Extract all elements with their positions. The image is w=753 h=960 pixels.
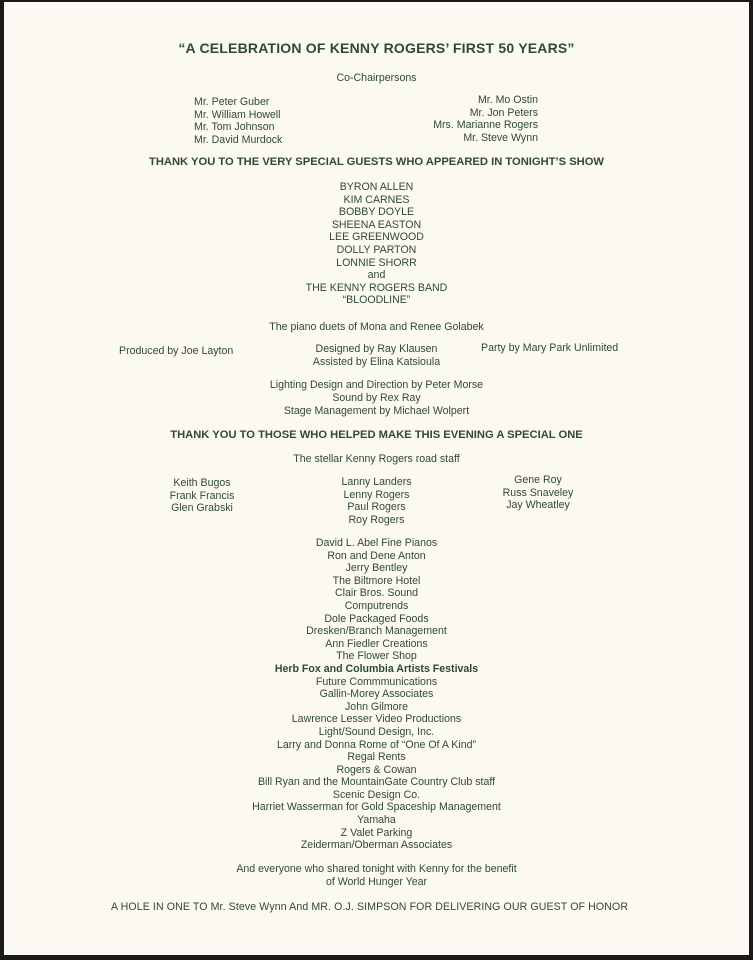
assistant-credit: Assisted by Elina Katsioula	[312, 356, 441, 368]
page-title: “A CELEBRATION OF KENNY ROGERS’ FIRST 50 YEARS”	[178, 40, 575, 56]
guest-name: SHEENA EASTON	[331, 218, 422, 231]
staff-name: Paul Rogers	[347, 501, 406, 514]
guest-name: THE KENNY ROGERS BAND	[305, 281, 448, 294]
cochair-name: Mr. David Murdock	[194, 133, 283, 146]
guest-name: “BLOODLINE”	[342, 294, 411, 307]
road-staff-label: The stellar Kenny Rogers road staff	[293, 453, 460, 465]
sponsor-name: The Biltmore Hotel	[332, 574, 421, 587]
sponsor-name: Yamaha	[357, 814, 396, 827]
guest-name: DOLLY PARTON	[336, 243, 417, 256]
staff-center-list	[4, 476, 749, 526]
sponsors-list	[4, 537, 749, 852]
staff-name: Roy Rogers	[348, 513, 405, 526]
staff-name: Keith Bugos	[173, 477, 231, 489]
program-page	[4, 2, 749, 955]
footer-dedication: A HOLE IN ONE TO Mr. Steve Wynn And MR. O.J. SIMPSON FOR DELIVERING OUR GUEST OF HONOR	[111, 901, 629, 913]
staff-name: Russ Snaveley	[502, 486, 574, 499]
helpers-heading: THANK YOU TO THOSE WHO HELPED MAKE THIS EVENING A SPECIAL ONE	[170, 429, 583, 441]
sponsor-name: Lawrence Lesser Video Productions	[291, 713, 462, 726]
piano-duets-credit: The piano duets of Mona and Renee Golabek	[269, 321, 484, 333]
staff-right-list	[498, 474, 578, 512]
sponsor-name: Z Valet Parking	[340, 826, 413, 839]
sponsor-name: John Gilmore	[345, 700, 408, 713]
guest-name: LONNIE SHORR	[336, 256, 417, 269]
staff-name: Glen Grabski	[171, 502, 233, 515]
staff-name: Lenny Rogers	[343, 488, 410, 501]
closing-line: of World Hunger Year	[325, 875, 428, 888]
staff-name: Gene Roy	[514, 474, 562, 486]
cochair-name: Mr. Jon Peters	[469, 106, 538, 119]
sponsor-name: Jerry Bentley	[345, 562, 408, 575]
sponsor-name: Gallin-Morey Associates	[319, 688, 434, 701]
staff-name: Jay Wheatley	[506, 499, 570, 512]
sponsor-name: Rogers & Cowan	[336, 763, 417, 776]
sponsor-name: Ann Fiedler Creations	[325, 637, 428, 650]
guest-name: and	[367, 269, 386, 282]
staff-name: Lanny Landers	[341, 476, 412, 488]
sponsor-name: Light/Sound Design, Inc.	[318, 725, 435, 738]
cochair-name: Mr. Mo Ostin	[477, 94, 538, 106]
guest-name: LEE GREENWOOD	[329, 231, 424, 244]
sponsor-name: Clair Bros. Sound	[334, 587, 419, 600]
sponsor-name: Dole Packaged Foods	[324, 612, 429, 625]
cochair-name: Mr. Tom Johnson	[194, 121, 275, 134]
party-credit: Party by Mary Park Unlimited	[481, 342, 619, 354]
producer-credit: Produced by Joe Layton	[119, 345, 234, 357]
guest-name: BYRON ALLEN	[339, 181, 414, 193]
sponsor-name: Computrends	[344, 599, 409, 612]
guests-heading: THANK YOU TO THE VERY SPECIAL GUESTS WHO APPEARED IN TONIGHT’S SHOW	[148, 156, 604, 168]
designer-credit: Designed by Ray Klausen	[315, 343, 438, 355]
sponsor-name: The Flower Shop	[336, 650, 417, 663]
lighting-credit: Lighting Design and Direction by Peter Morse	[269, 379, 484, 391]
cochair-name: Mr. Steve Wynn	[463, 131, 538, 144]
staff-name: Frank Francis	[169, 489, 235, 502]
closing-line: And everyone who shared tonight with Kenny for the benefit	[236, 863, 517, 875]
cochairs-label: Co-Chairpersons	[336, 72, 417, 84]
sponsor-name: Ron and Dene Anton	[327, 549, 426, 562]
sponsor-name: Harriet Wasserman for Gold Spaceship Management	[252, 801, 501, 814]
cochair-name: Mr. William Howell	[194, 108, 281, 121]
guests-list	[4, 181, 749, 307]
closing-note	[4, 863, 749, 888]
sponsor-name: Dresken/Branch Management	[306, 625, 447, 638]
sponsor-name: Scenic Design Co.	[332, 788, 421, 801]
guest-name: KIM CARNES	[343, 193, 410, 206]
sponsor-name: Zeiderman/Oberman Associates	[300, 839, 453, 852]
cochairs-right-list	[433, 94, 538, 144]
sponsor-name: Larry and Donna Rome of “One Of A Kind”	[276, 738, 477, 751]
sponsor-name: Future Commmunications	[315, 675, 438, 688]
stage-management-credit: Stage Management by Michael Wolpert	[283, 405, 470, 417]
cochair-name: Mr. Peter Guber	[194, 96, 270, 108]
sponsor-name: David L. Abel Fine Pianos	[315, 537, 438, 549]
sponsor-name: Regal Rents	[347, 751, 406, 764]
cochairs-left-list	[194, 96, 282, 146]
sponsor-name: Herb Fox and Columbia Artists Festivals	[274, 662, 479, 675]
sponsor-name: Bill Ryan and the MountainGate Country Club staff	[257, 776, 496, 789]
guest-name: BOBBY DOYLE	[338, 206, 415, 219]
cochair-name: Mrs. Marianne Rogers	[433, 119, 538, 132]
sound-credit: Sound by Rex Ray	[332, 392, 421, 404]
